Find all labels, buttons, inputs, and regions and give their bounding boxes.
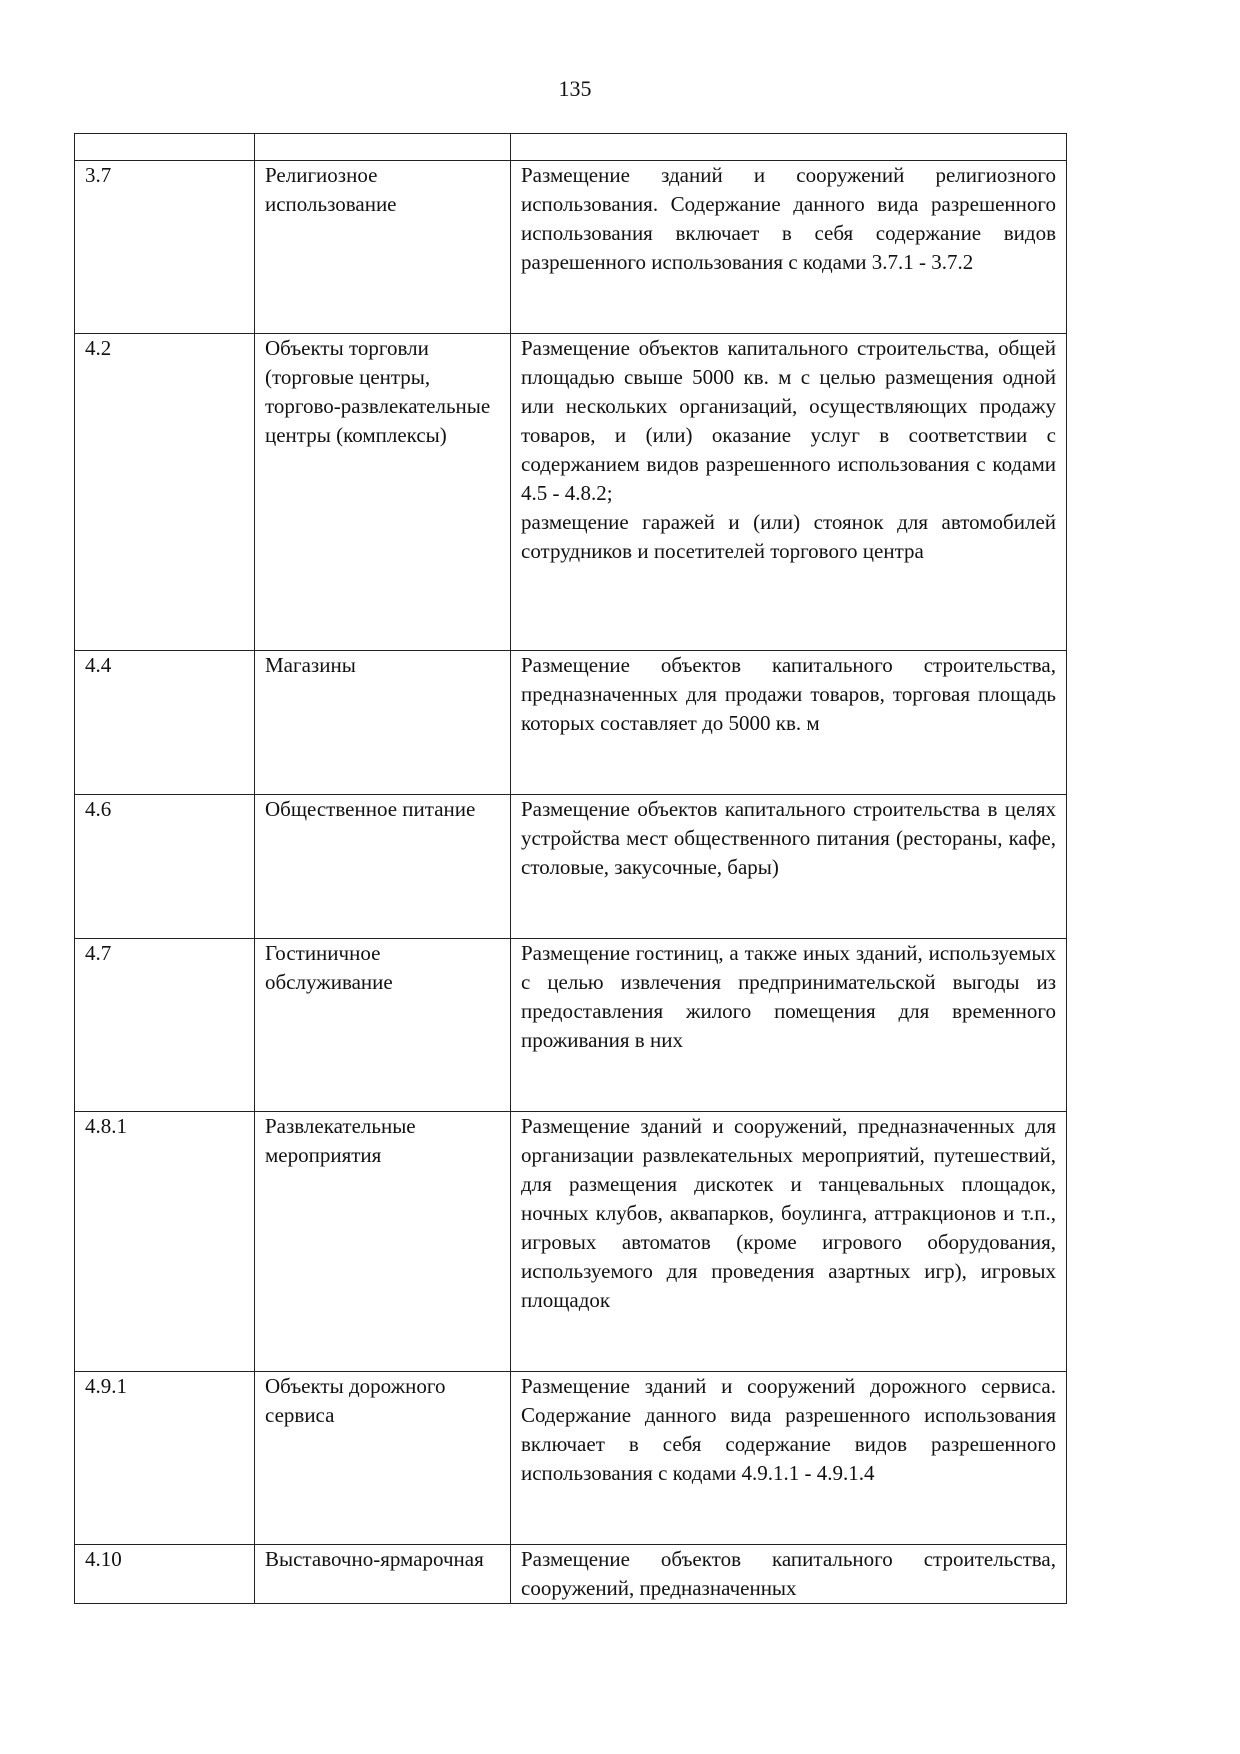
table-header-row bbox=[75, 134, 1067, 161]
table-row bbox=[75, 1545, 1067, 1604]
row-name: Общественное питание bbox=[255, 795, 511, 939]
table-row bbox=[75, 334, 1067, 651]
row-description: Размещение объектов капитального строительства, общей площадью свыше 5000 кв. м с целью размещения одной или нескольких организаций, осуществляющих продажу товаров, и (или) оказание услуг в соответствии с содержанием видов разрешенного использования с кодами 4.5 - 4.8.2; bbox=[521, 336, 1056, 505]
header-cell-code bbox=[75, 134, 255, 161]
row-description: Размещение зданий и сооружений религиозного использования. Содержание данного вида разрешенного использования включает в себя содержание видов разрешенного использования с кодами 3.7.1 - 3.7.2 bbox=[511, 161, 1067, 334]
table-row bbox=[75, 939, 1067, 1112]
row-name: Выставочно-ярмарочная bbox=[255, 1545, 511, 1604]
table-row bbox=[75, 1112, 1067, 1372]
table-row bbox=[75, 795, 1067, 939]
row-code: 4.9.1 bbox=[75, 1372, 255, 1545]
row-name: Объекты торговли (торговые центры, торгово-развлекательные центры (комплексы) bbox=[255, 334, 511, 651]
row-code: 4.6 bbox=[75, 795, 255, 939]
row-description: Размещение объектов капитального строительства в целях устройства мест общественного питания (рестораны, кафе, столовые, закусочные, бары) bbox=[511, 795, 1067, 939]
row-name: Магазины bbox=[255, 651, 511, 795]
table-row bbox=[75, 161, 1067, 334]
row-code: 4.4 bbox=[75, 651, 255, 795]
land-use-table bbox=[74, 133, 1067, 1604]
row-code: 4.7 bbox=[75, 939, 255, 1112]
row-description-cell bbox=[511, 334, 1067, 651]
row-description: Размещение гостиниц, а также иных зданий, используемых с целью извлечения предпринимательской выгоды из предоставления жилого помещения для временного проживания в них bbox=[511, 939, 1067, 1112]
row-description: Размещение зданий и сооружений дорожного сервиса. Содержание данного вида разрешенного использования включает в себя содержание видов разрешенного использования с кодами 4.9.1.1 - 4.9.1.4 bbox=[511, 1372, 1067, 1545]
row-code: 4.8.1 bbox=[75, 1112, 255, 1372]
row-description: Размещение зданий и сооружений, предназначенных для организации развлекательных мероприятий, путешествий, для размещения дискотек и танцевальных площадок, ночных клубов, аквапарков, боулинга, аттракционов и т.п., игровых автоматов (кроме игрового оборудования, используемого для проведения азартных игр), игровых площадок bbox=[511, 1112, 1067, 1372]
table-row bbox=[75, 1372, 1067, 1545]
row-description: Размещение объектов капитального строительства, предназначенных для продажи товаров, торговая площадь которых составляет до 5000 кв. м bbox=[511, 651, 1067, 795]
row-code: 3.7 bbox=[75, 161, 255, 334]
page-number: 135 bbox=[558, 76, 592, 101]
row-name: Религиозное использование bbox=[255, 161, 511, 334]
row-name: Объекты дорожного сервиса bbox=[255, 1372, 511, 1545]
table-row bbox=[75, 651, 1067, 795]
header-cell-name bbox=[255, 134, 511, 161]
row-name: Гостиничное обслуживание bbox=[255, 939, 511, 1112]
row-code: 4.2 bbox=[75, 334, 255, 651]
row-description: Размещение объектов капитального строительства, сооружений, предназначенных bbox=[511, 1545, 1067, 1604]
row-code: 4.10 bbox=[75, 1545, 255, 1604]
row-description-extra: размещение гаражей и (или) стоянок для автомобилей сотрудников и посетителей торгового центра bbox=[521, 510, 1056, 563]
header-cell-description bbox=[511, 134, 1067, 161]
row-name: Развлекательные мероприятия bbox=[255, 1112, 511, 1372]
